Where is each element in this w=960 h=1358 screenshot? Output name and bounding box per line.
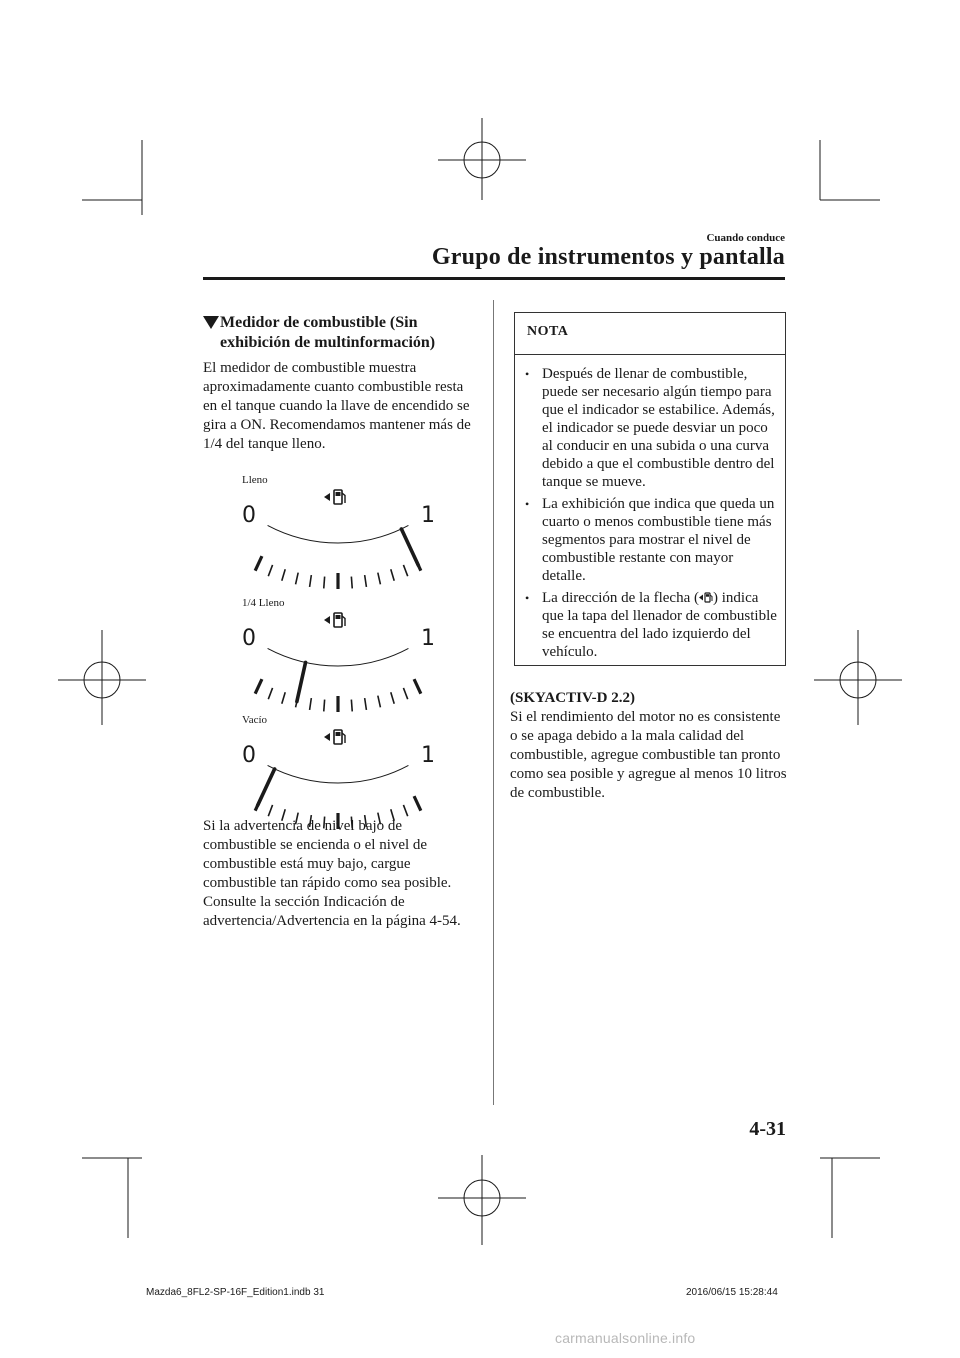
gauge-tick <box>391 569 394 580</box>
fuel-pump-icon <box>699 591 713 604</box>
fuel-pump-icon <box>334 730 345 744</box>
note-title: NOTA <box>527 324 569 339</box>
running-head-section: Cuando conduce <box>706 232 785 244</box>
page-number: 4-31 <box>749 1118 786 1140</box>
section-heading-line1: Medidor de combustible (Sin <box>220 314 418 331</box>
gauge-max-label: 1 <box>421 626 435 651</box>
header-rule <box>203 277 785 280</box>
note-box <box>514 312 786 666</box>
gauge-tick <box>378 696 381 708</box>
gauge-max-label: 1 <box>421 503 435 528</box>
note-item-3 <box>525 589 780 661</box>
skyactiv-heading: (SKYACTIV-D 2.2) <box>510 690 636 706</box>
gauge-tick <box>282 569 285 580</box>
section-heading-line2: exhibición de multinformación) <box>220 334 436 351</box>
skyactiv-text: Si el rendimiento del motor no es consistente o se apaga debido a la mala calidad del combustible, agregue combustible tan pronto como sea posible y agregue al menos 10 litros de combustible. <box>510 709 787 801</box>
gauge-tick <box>391 692 394 703</box>
skyactiv-paragraph <box>510 689 790 803</box>
gauge-arc <box>268 525 409 543</box>
gauge-tick <box>403 565 407 576</box>
note-divider <box>515 354 785 355</box>
gauge-max-label: 1 <box>421 743 435 768</box>
gauge-min-label: 0 <box>242 503 256 528</box>
gauge-label-quarter: 1/4 Lleno <box>242 597 285 609</box>
low-fuel-warning-paragraph: Si la advertencia de nivel bajo de combustible se encienda o el nivel de combustible está muy bajo, cargue combustible tan rápido como sea posible. Consulte la sección Indicación de advertencia/Advertencia en la página 4-54. <box>203 818 461 929</box>
arrow-left-icon <box>324 733 330 741</box>
gauge-tick <box>255 679 262 694</box>
gauge-tick <box>268 688 272 699</box>
gauge-tick <box>414 796 421 811</box>
fuel-gauge-quarter <box>238 611 438 721</box>
note-list <box>525 365 780 661</box>
fuel-pump-icon <box>334 613 345 627</box>
gauge-tick <box>403 688 407 699</box>
triangle-bullet-icon <box>203 316 219 329</box>
gauge-min-label: 0 <box>242 743 256 768</box>
gauge-tick <box>255 556 262 571</box>
gauge-min-label: 0 <box>242 626 256 651</box>
note-item-3-text-before: La dirección de la flecha ( <box>542 590 699 606</box>
gauge-label-full: Lleno <box>242 474 268 486</box>
fuel-pump-icon <box>334 490 345 504</box>
fuel-gauge-full <box>238 488 438 598</box>
gauge-tick <box>310 575 312 587</box>
gauge-tick <box>268 565 272 576</box>
gauge-tick <box>403 805 407 816</box>
gauge-tick <box>324 700 325 712</box>
gauge-tick <box>414 679 421 694</box>
column-divider <box>493 300 494 1105</box>
gauge-tick <box>324 577 325 589</box>
footer-timestamp: 2016/06/15 15:28:44 <box>686 1287 778 1298</box>
gauge-needle <box>297 662 306 701</box>
running-head-title: Grupo de instrumentos y pantalla <box>431 244 785 270</box>
gauge-tick <box>365 575 367 587</box>
watermark: carmanualsonline.info <box>555 1330 696 1346</box>
gauge-tick <box>351 700 352 712</box>
section-heading <box>203 313 478 353</box>
gauge-tick <box>378 573 381 585</box>
arrow-left-icon <box>324 616 330 624</box>
gauge-tick <box>296 573 299 585</box>
gauge-tick <box>282 692 285 703</box>
gauge-arc <box>268 648 409 666</box>
note-item-3-text-after: ) indica que la tapa del llenador de combustible se encuentra del lado izquierdo del vehículo. <box>542 590 777 660</box>
gauge-label-empty: Vacío <box>242 714 268 726</box>
gauge-tick <box>365 698 367 710</box>
note-item-1-text: Después de llenar de combustible, puede ser necesario algún tiempo para que el indicador se estabilice. Además, el indicador se puede desviar un poco al conducir en una subida o una curva debido a que el combustible dentro del tanque se mueve. <box>542 366 775 490</box>
gauge-needle <box>401 529 418 565</box>
note-item-2 <box>525 495 780 585</box>
note-item-1 <box>525 365 780 491</box>
intro-paragraph: El medidor de combustible muestra aproximadamente cuanto combustible resta en el tanque cuando la llave de encendido se gira a ON. Recomendamos mantener más de 1/4 del tanque lleno. <box>203 360 471 452</box>
note-item-2-text: La exhibición que indica que queda un cuarto o menos combustible tiene más segmentos para mostrar el nivel de combustible restante con mayor detalle. <box>542 496 775 584</box>
gauge-tick <box>351 577 352 589</box>
gauge-tick <box>268 805 272 816</box>
gauge-tick <box>310 698 312 710</box>
arrow-left-icon <box>324 493 330 501</box>
gauge-needle <box>258 769 275 805</box>
gauge-arc <box>268 765 409 783</box>
footer-file-info: Mazda6_8FL2-SP-16F_Edition1.indb 31 <box>146 1287 325 1298</box>
